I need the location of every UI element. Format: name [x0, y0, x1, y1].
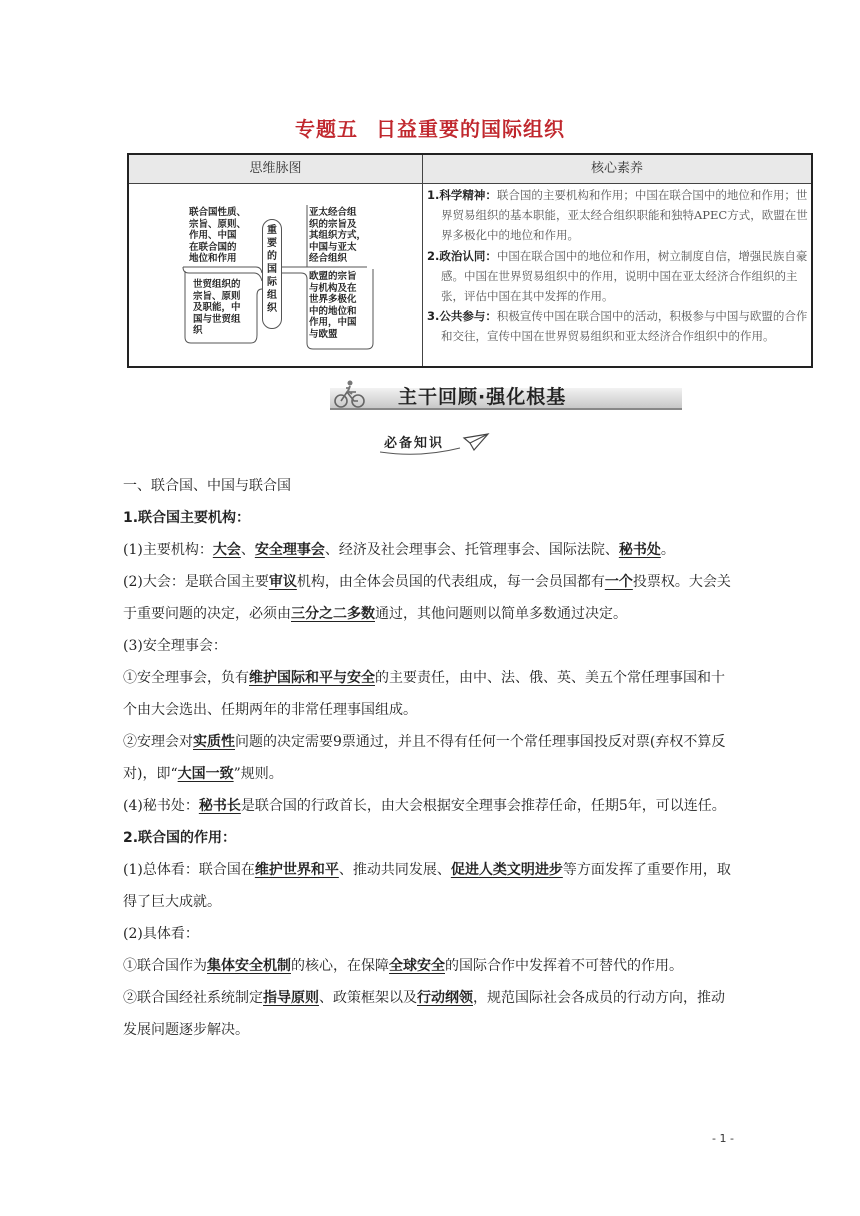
paragraph: ①安全理事会，负有维护国际和平与安全的主要责任，由中、法、俄、英、美五个常任理事国和十个由大会选出、任期两年的非常任理事国组成。 [123, 670, 725, 718]
section-heading: 一、联合国、中国与联合国 [123, 478, 291, 494]
literacy-item: 1.科学精神：联合国的主要机构和作用；中国在联合国中的地位和作用；世界贸易组织的基本职能，亚太经合组织职能和独特APEC方式，欧盟在世界多极化中的地位和作用。 [427, 188, 808, 243]
banner-title: 主干回顾·强化根基 [398, 386, 567, 408]
paragraph: ②安理会对实质性问题的决定需要9票通过，并且不得有任何一个常任理事国投反对票(弃权不算反对)，即“大国一致”规则。 [123, 734, 726, 782]
summary-table [127, 153, 813, 368]
paragraph: (1)主要机构：大会、安全理事会、经济及社会理事会、托管理事会、国际法院、秘书处。 [123, 542, 675, 558]
paragraph: ①联合国作为集体安全机制的核心，在保障全球安全的国际合作中发挥着不可替代的作用。 [123, 958, 683, 974]
main-content [123, 470, 735, 1046]
paragraph: ②联合国经社系统制定指导原则、政策框架以及行动纲领，规范国际社会各成员的行动方向，推动发展问题逐步解决。 [123, 990, 725, 1038]
literacy-item: 2.政治认同：中国在联合国中的地位和作用，树立制度自信，增强民族自豪感。中国在世界贸易组织中的作用，说明中国在亚太经济合作组织的主张，评估中国在其中发挥的作用。 [427, 248, 808, 304]
mindmap-header: 思维脉图 [249, 161, 302, 176]
paragraph: (4)秘书处：秘书长是联合国的行政首长，由大会根据安全理事会推荐任命，任期5年，可以连任。 [123, 798, 726, 814]
title-subject: 日益重要的国际组织 [376, 117, 565, 141]
mindmap-node-eu: 欧盟的宗旨 与机构及在 世界多极化 中的地位和 作用，中国 与欧盟 [309, 271, 357, 340]
section-banner [330, 378, 682, 412]
paragraph: (2)具体看： [123, 926, 199, 942]
core-literacy-list [427, 185, 811, 347]
paragraph: (3)安全理事会： [123, 638, 227, 654]
paragraph: (1)总体看：联合国在维护世界和平、推动共同发展、促进人类文明进步等方面发挥了重要作用，取得了巨大成就。 [123, 862, 731, 910]
table-divider [422, 155, 423, 366]
mind-map [129, 183, 422, 366]
mindmap-node-wto: 世贸组织的 宗旨、原则 及职能，中 国与世贸组 织 [193, 279, 241, 336]
mindmap-center-node: 重 要 的 国 际 组 织 [262, 219, 282, 329]
mindmap-node-un: 联合国性质、 宗旨、原则、 作用、中国 在联合国的 地位和作用 [189, 207, 247, 264]
cyclist-icon [332, 378, 366, 410]
page-number: - 1 - [712, 1132, 734, 1145]
subsection-heading: 2.联合国的作用： [123, 830, 237, 846]
mindmap-node-apec: 亚太经合组 织的宗旨及 其组织方式， 中国与亚太 经合组织 [309, 207, 367, 264]
literacy-header: 核心素养 [590, 161, 643, 176]
page-title [0, 113, 860, 142]
sub-banner-title: 必备知识 [384, 436, 445, 451]
paragraph: (2)大会：是联合国主要审议机构，由全体会员国的代表组成，每一会员国都有一个投票权。大会关于重要问题的决定，必须由三分之二多数通过，其他问题则以简单多数通过决定。 [123, 574, 731, 622]
sub-banner [380, 428, 490, 456]
subsection-heading: 1.联合国主要机构： [123, 510, 251, 526]
paper-plane-icon [380, 428, 490, 456]
title-topic: 专题五 [295, 117, 358, 141]
table-header-row [129, 155, 811, 184]
literacy-item: 3.公共参与：积极宣传中国在联合国中的活动，积极参与中国与欧盟的合作和交往，宣传中国在世界贸易组织和亚太经济合作组织中的作用。 [427, 309, 808, 344]
